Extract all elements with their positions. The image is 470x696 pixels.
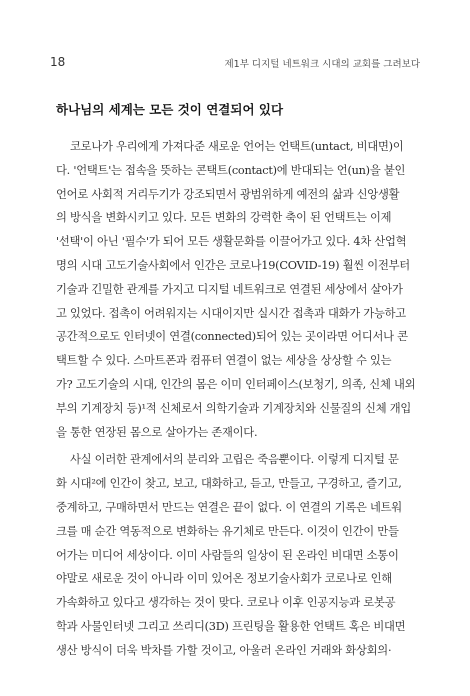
text-line: '선택'이 아닌 '필수'가 되어 모든 생활문화를 이끌어가고 있다. 4차 산업혁 — [56, 235, 407, 249]
text-line: 크를 매 순간 역동적으로 변화하는 유기체로 만든다. 이것이 인간이 만들 — [56, 524, 399, 538]
text-line: 기술과 긴밀한 관계를 가지고 디지털 네트워크로 연결된 세상에서 살아가 — [56, 282, 403, 296]
section-heading: 하나님의 세계는 모든 것이 연결되어 있다 — [56, 102, 284, 117]
page-number: 18 — [50, 55, 66, 69]
text-line: 의 방식을 변화시키고 있다. 모든 변화의 강력한 축이 된 언택트는 이제 — [56, 211, 392, 225]
text-line: 가? 고도기술의 시대, 인간의 몸은 이미 인터페이스(보청기, 의족, 신체 내외 — [56, 377, 416, 391]
paragraph-2 — [56, 448, 428, 662]
text-line: 야말로 새로운 것이 아니라 이미 있어온 정보기술사회가 코로나로 인해 — [56, 572, 392, 586]
text-line: 부의 기계장치 등)¹적 신체로서 의학기술과 기계장치와 신물질의 신체 개입 — [56, 401, 412, 415]
text-line: 화 시대²에 인간이 찾고, 보고, 대화하고, 듣고, 만들고, 구경하고, 즐기고, — [56, 477, 402, 491]
text-line: 사실 이러한 관계에서의 분리와 고립은 죽음뿐이다. 이렇게 디지털 문 — [70, 453, 399, 467]
text-line: 코로나가 우리에게 가져다준 새로운 언어는 언택트(untact, 비대면)이 — [70, 140, 404, 153]
page-header — [50, 55, 420, 71]
text-line: 다. '언택트'는 접속을 뜻하는 콘택트(contact)에 반대되는 언(un)을 붙인 — [56, 163, 406, 177]
body-text — [56, 135, 428, 663]
text-line: 학과 사물인터넷 그리고 쓰리디(3D) 프린팅을 활용한 언택트 혹은 비대면 — [56, 619, 406, 633]
text-line: 중계하고, 구매하면서 만드는 연결은 끝이 없다. 이 연결의 기록은 네트워 — [56, 500, 402, 514]
running-head: 제1부 디지털 네트워크 시대의 교회를 그려보다 — [224, 59, 420, 70]
text-line: 언어로 사회적 거리두기가 강조되면서 광범위하게 예전의 삶과 신앙생활 — [56, 187, 400, 201]
text-line: 고 있었다. 접촉이 어려워지는 시대이지만 실시간 접촉과 대화가 가능하고 — [56, 306, 406, 320]
text-line: 을 통한 연장된 몸으로 살아가는 존재이다. — [56, 425, 258, 439]
text-line: 가속화하고 있다고 생각하는 것이 맞다. 코로나 이후 인공지능과 로봇공 — [56, 596, 396, 610]
text-line: 어가는 미디어 세상이다. 이미 사람들의 일상이 된 온라인 비대면 소통이 — [56, 548, 399, 562]
paragraph-1 — [56, 135, 428, 444]
text-line: 공간적으로도 인터넷이 연결(connected)되어 있는 곳이라면 어디서나 콘 — [56, 330, 408, 344]
text-line: 생산 방식이 더욱 박차를 가할 것이고, 아울러 온라인 거래와 화상회의· — [56, 643, 392, 657]
text-line: 명의 시대 고도기술사회에서 인간은 코로나19(COVID-19) 훨씬 이전부터 — [56, 258, 410, 272]
text-line: 택트할 수 있다. 스마트폰과 컴퓨터 연결이 없는 세상을 상상할 수 있는 — [56, 354, 392, 368]
